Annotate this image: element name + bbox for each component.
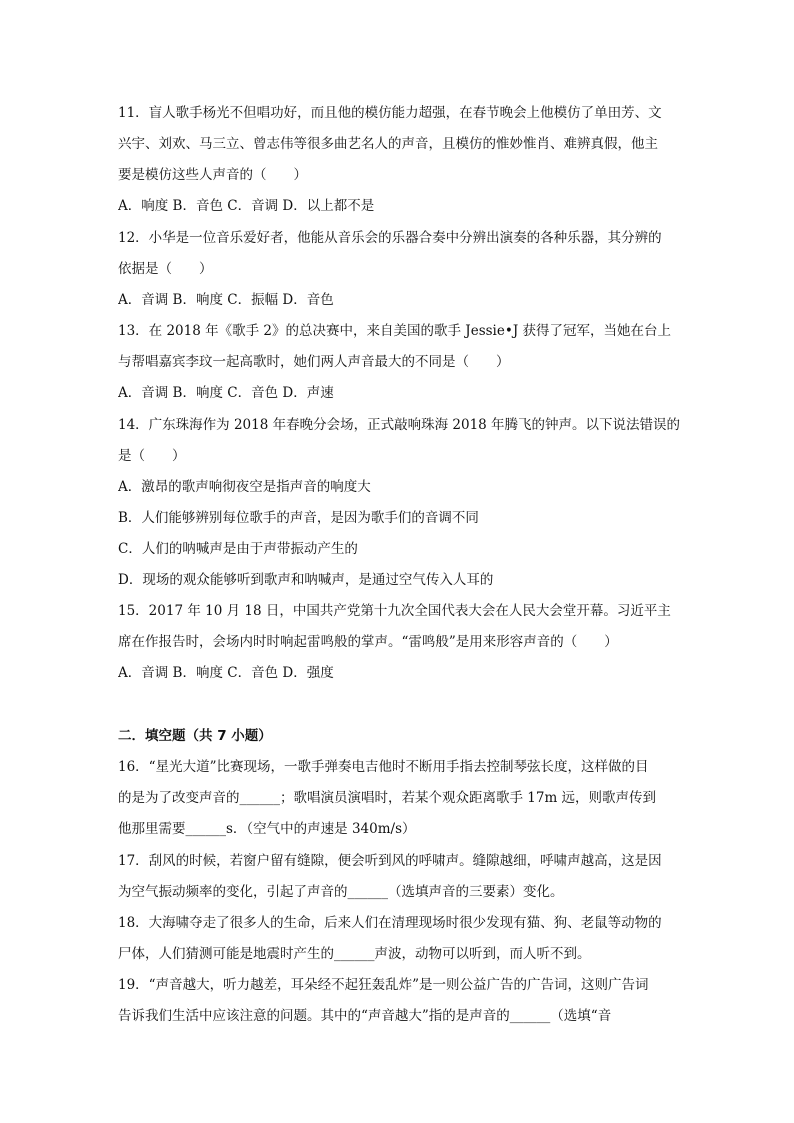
question-11-options: A．响度 B．音色 C．音调 D．以上都不是 — [118, 198, 375, 214]
section-2-heading: 二．填空题（共 7 小题） — [118, 728, 272, 744]
question-14-line-2: 是（ ） — [118, 448, 186, 464]
question-18-line-2: 尸体，人们猜测可能是地震时产生的______声波，动物可以听到，而人听不到。 — [118, 946, 591, 962]
question-15-options: A．音调 B．响度 C．音色 D．强度 — [118, 665, 334, 681]
question-16-line-1: 16．“星光大道”比赛现场，一歌手弹奏电吉他时不断用手指去控制琴弦长度，这样做的目 — [118, 759, 649, 775]
question-17-line-2: 为空气振动频率的变化，引起了声音的______（选填声音的三要素）变化。 — [118, 884, 564, 900]
question-13-options: A．音调 B．响度 C．音色 D．声速 — [118, 385, 334, 401]
question-15-line-1: 15．2017 年 10 月 18 日，中国共产党第十九次全国代表大会在人民大会堂开幕。习近平主 — [118, 603, 671, 619]
question-13-line-1: 13．在 2018 年《歌手 2》的总决赛中，来自美国的歌手 Jessie•J 获得了冠军，当她在台上 — [118, 323, 672, 339]
question-14-option-a: A．激昂的歌声响彻夜空是指声音的响度大 — [118, 479, 371, 495]
question-12-line-2: 依据是（ ） — [118, 261, 213, 277]
question-16-line-2: 的是为了改变声音的______；歌唱演员演唱时，若某个观众距离歌手 17m 远，则歌声传到 — [118, 790, 657, 806]
question-18-line-1: 18．大海啸夺走了很多人的生命，后来人们在清理现场时很少发现有猫、狗、老鼠等动物的 — [118, 915, 662, 931]
question-12-options: A．音调 B．响度 C．振幅 D．音色 — [118, 292, 334, 308]
question-17-line-1: 17．刮风的时候，若窗户留有缝隙，便会听到风的呼啸声。缝隙越细，呼啸声越高，这是因 — [118, 853, 662, 869]
question-13-line-2: 与帮唱嘉宾李玟一起高歌时，她们两人声音最大的不同是（ ） — [118, 354, 510, 370]
question-19-line-1: 19．“声音越大，听力越差，耳朵经不起狂轰乱炸”是一则公益广告的广告词，这则广告词 — [118, 977, 649, 993]
question-11-line-2: 兴宇、刘欢、马三立、曾志伟等很多曲艺名人的声音，且模仿的惟妙惟肖、难辨真假，他主 — [118, 136, 658, 152]
question-16-line-3: 他那里需要______s．（空气中的声速是 340m/s） — [118, 821, 416, 837]
question-11-line-3: 要是模仿这些人声音的（ ） — [118, 167, 307, 183]
question-14-option-b: B．人们能够辨别每位歌手的声音，是因为歌手们的音调不同 — [118, 510, 479, 526]
question-14-option-d: D．现场的观众能够听到歌声和呐喊声，是通过空气传入人耳的 — [118, 572, 494, 588]
question-14-option-c: C．人们的呐喊声是由于声带振动产生的 — [118, 541, 358, 557]
question-11-line-1: 11．盲人歌手杨光不但唱功好，而且他的模仿能力超强，在春节晚会上他模仿了单田芳、文 — [118, 105, 662, 121]
question-19-line-2: 告诉我们生活中应该注意的问题。其中的“声音越大”指的是声音的______（选填“音 — [118, 1008, 612, 1024]
question-12-line-1: 12．小华是一位音乐爱好者，他能从音乐会的乐器合奏中分辨出演奏的各种乐器，其分辨的 — [118, 230, 662, 246]
question-14-line-1: 14．广东珠海作为 2018 年春晚分会场，正式敲响珠海 2018 年腾飞的钟声。以下说法错误的 — [118, 417, 681, 433]
question-15-line-2: 席在作报告时，会场内时时响起雷鸣般的掌声。“雷鸣般”是用来形容声音的（ ） — [118, 634, 618, 650]
